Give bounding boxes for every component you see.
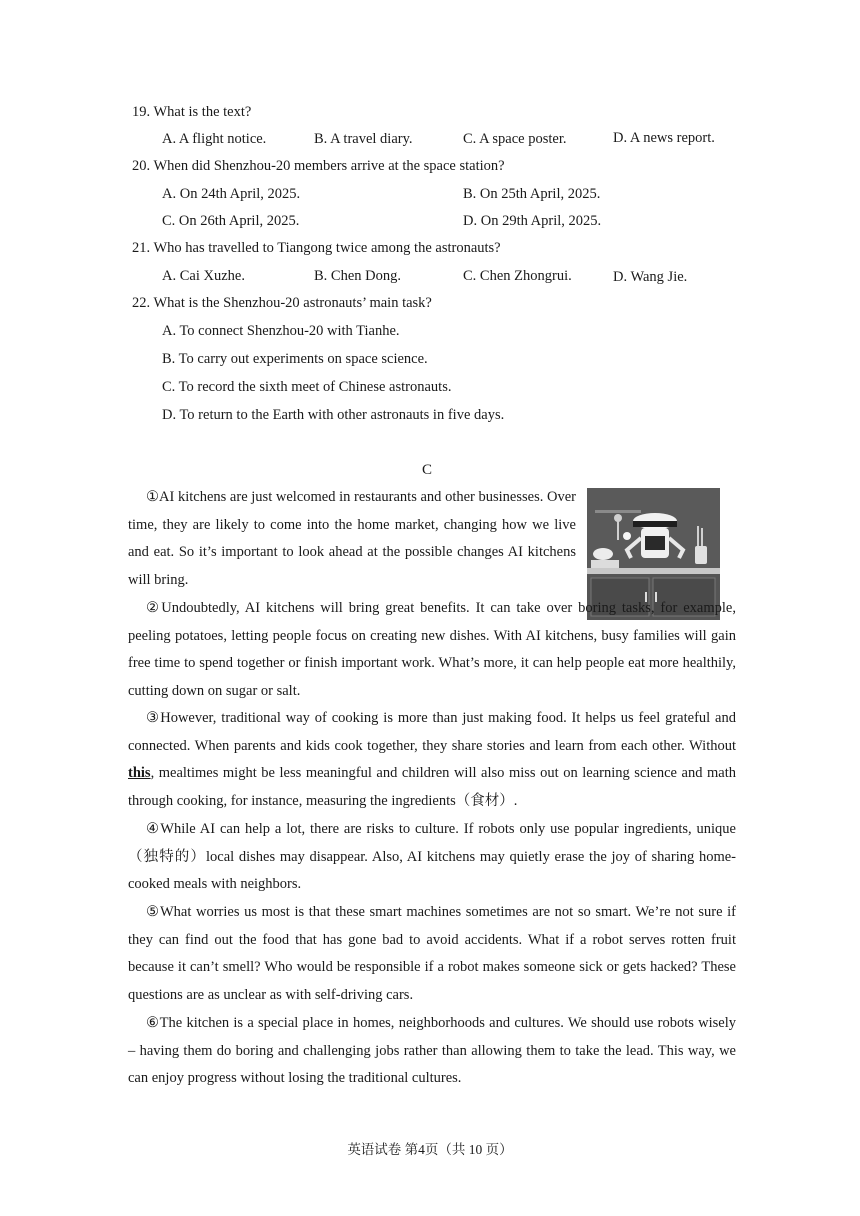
question-22-option-c: C. To record the sixth meet of Chinese astronauts. <box>162 379 452 395</box>
question-22-option-d: D. To return to the Earth with other astronauts in five days. <box>162 407 505 423</box>
question-22-option-b: B. To carry out experiments on space science. <box>162 351 428 367</box>
question-21-option-d: D. Wang Jie. <box>613 269 688 285</box>
question-22-option-a: A. To connect Shenzhou-20 with Tianhe. <box>162 323 400 339</box>
question-20-option-b: B. On 25th April, 2025. <box>463 186 601 202</box>
question-21-stem: 21. Who has travelled to Tiangong twice among the astronauts? <box>132 240 501 256</box>
question-21-option-b: B. Chen Dong. <box>314 268 401 284</box>
page-footer: 英语试卷 第4页（共 10 页） <box>347 1142 513 1157</box>
question-22-stem: 22. What is the Shenzhou-20 astronauts’ main task? <box>132 295 432 311</box>
passage-paragraph-1: ①AI kitchens are just welcomed in restaurants and other businesses. Over time, they are likely to come into the home market, changing how we live and eat. So it’s important to look ahead at the possible changes AI kitchens will bring. <box>128 489 576 588</box>
passage-paragraph-4: ④While AI can help a lot, there are risks to culture. If robots only use popular ingredients, unique（独特的）local dishes may disappear. Also, AI kitchens may quietly erase the joy of sharing home-cooked meals with neighbors. <box>128 821 736 893</box>
passage-paragraph-3-after: , mealtimes might be less meaningful and children will also miss out on learning science and math through cooking, for instance, measuring the ingredients（食材）. <box>128 765 736 809</box>
question-21-option-a: A. Cai Xuzhe. <box>162 268 245 284</box>
section-heading: C <box>422 462 433 478</box>
question-19-stem: 19. What is the text? <box>132 104 252 120</box>
question-19-option-a: A. A flight notice. <box>162 131 267 147</box>
question-20-stem: 20. When did Shenzhou-20 members arrive at the space station? <box>132 158 505 174</box>
question-19-option-b: B. A travel diary. <box>314 131 413 147</box>
question-19-option-d: D. A news report. <box>613 130 715 146</box>
passage-paragraph-6: ⑥The kitchen is a special place in homes, neighborhoods and cultures. We should use robots wisely – having them do boring and challenging jobs rather than allowing them to take the lead. This way, we can enjoy progress without losing the traditional cultures. <box>128 1015 736 1087</box>
passage-paragraph-5: ⑤What worries us most is that these smart machines sometimes are not so smart. We’re not sure if they can find out the food that has gone bad to avoid accidents. What if a robot serves rotten fruit because it can’t smell? Who would be responsible if a robot makes someone sick or gets hacked? These questions are as unclear as with self-driving cars. <box>128 904 736 1003</box>
passage-paragraph-3 <box>128 705 736 815</box>
question-20-option-c: C. On 26th April, 2025. <box>162 213 300 229</box>
passage-paragraph-2-text: ②Undoubtedly, AI kitchens will bring great benefits. It can take over boring tasks, for example, peeling potatoes, letting people focus on creating new dishes. With AI kitchens, busy families will gain free time to spend together or finish important work. What’s more, it can help people eat more healthily, cutting down on sugar or salt. <box>128 600 736 699</box>
passage-paragraph-2 <box>128 595 736 705</box>
question-20-option-d: D. On 29th April, 2025. <box>463 213 602 229</box>
question-20-option-a: A. On 24th April, 2025. <box>162 186 301 202</box>
question-19-option-c: C. A space poster. <box>463 131 567 147</box>
underlined-keyword: this <box>128 765 151 782</box>
question-21-option-c: C. Chen Zhongrui. <box>463 268 572 284</box>
passage-paragraph-3-before: ③However, traditional way of cooking is more than just making food. It helps us feel grateful and connected. When parents and kids cook together, they share stories and learn from each other. Without <box>128 710 736 754</box>
